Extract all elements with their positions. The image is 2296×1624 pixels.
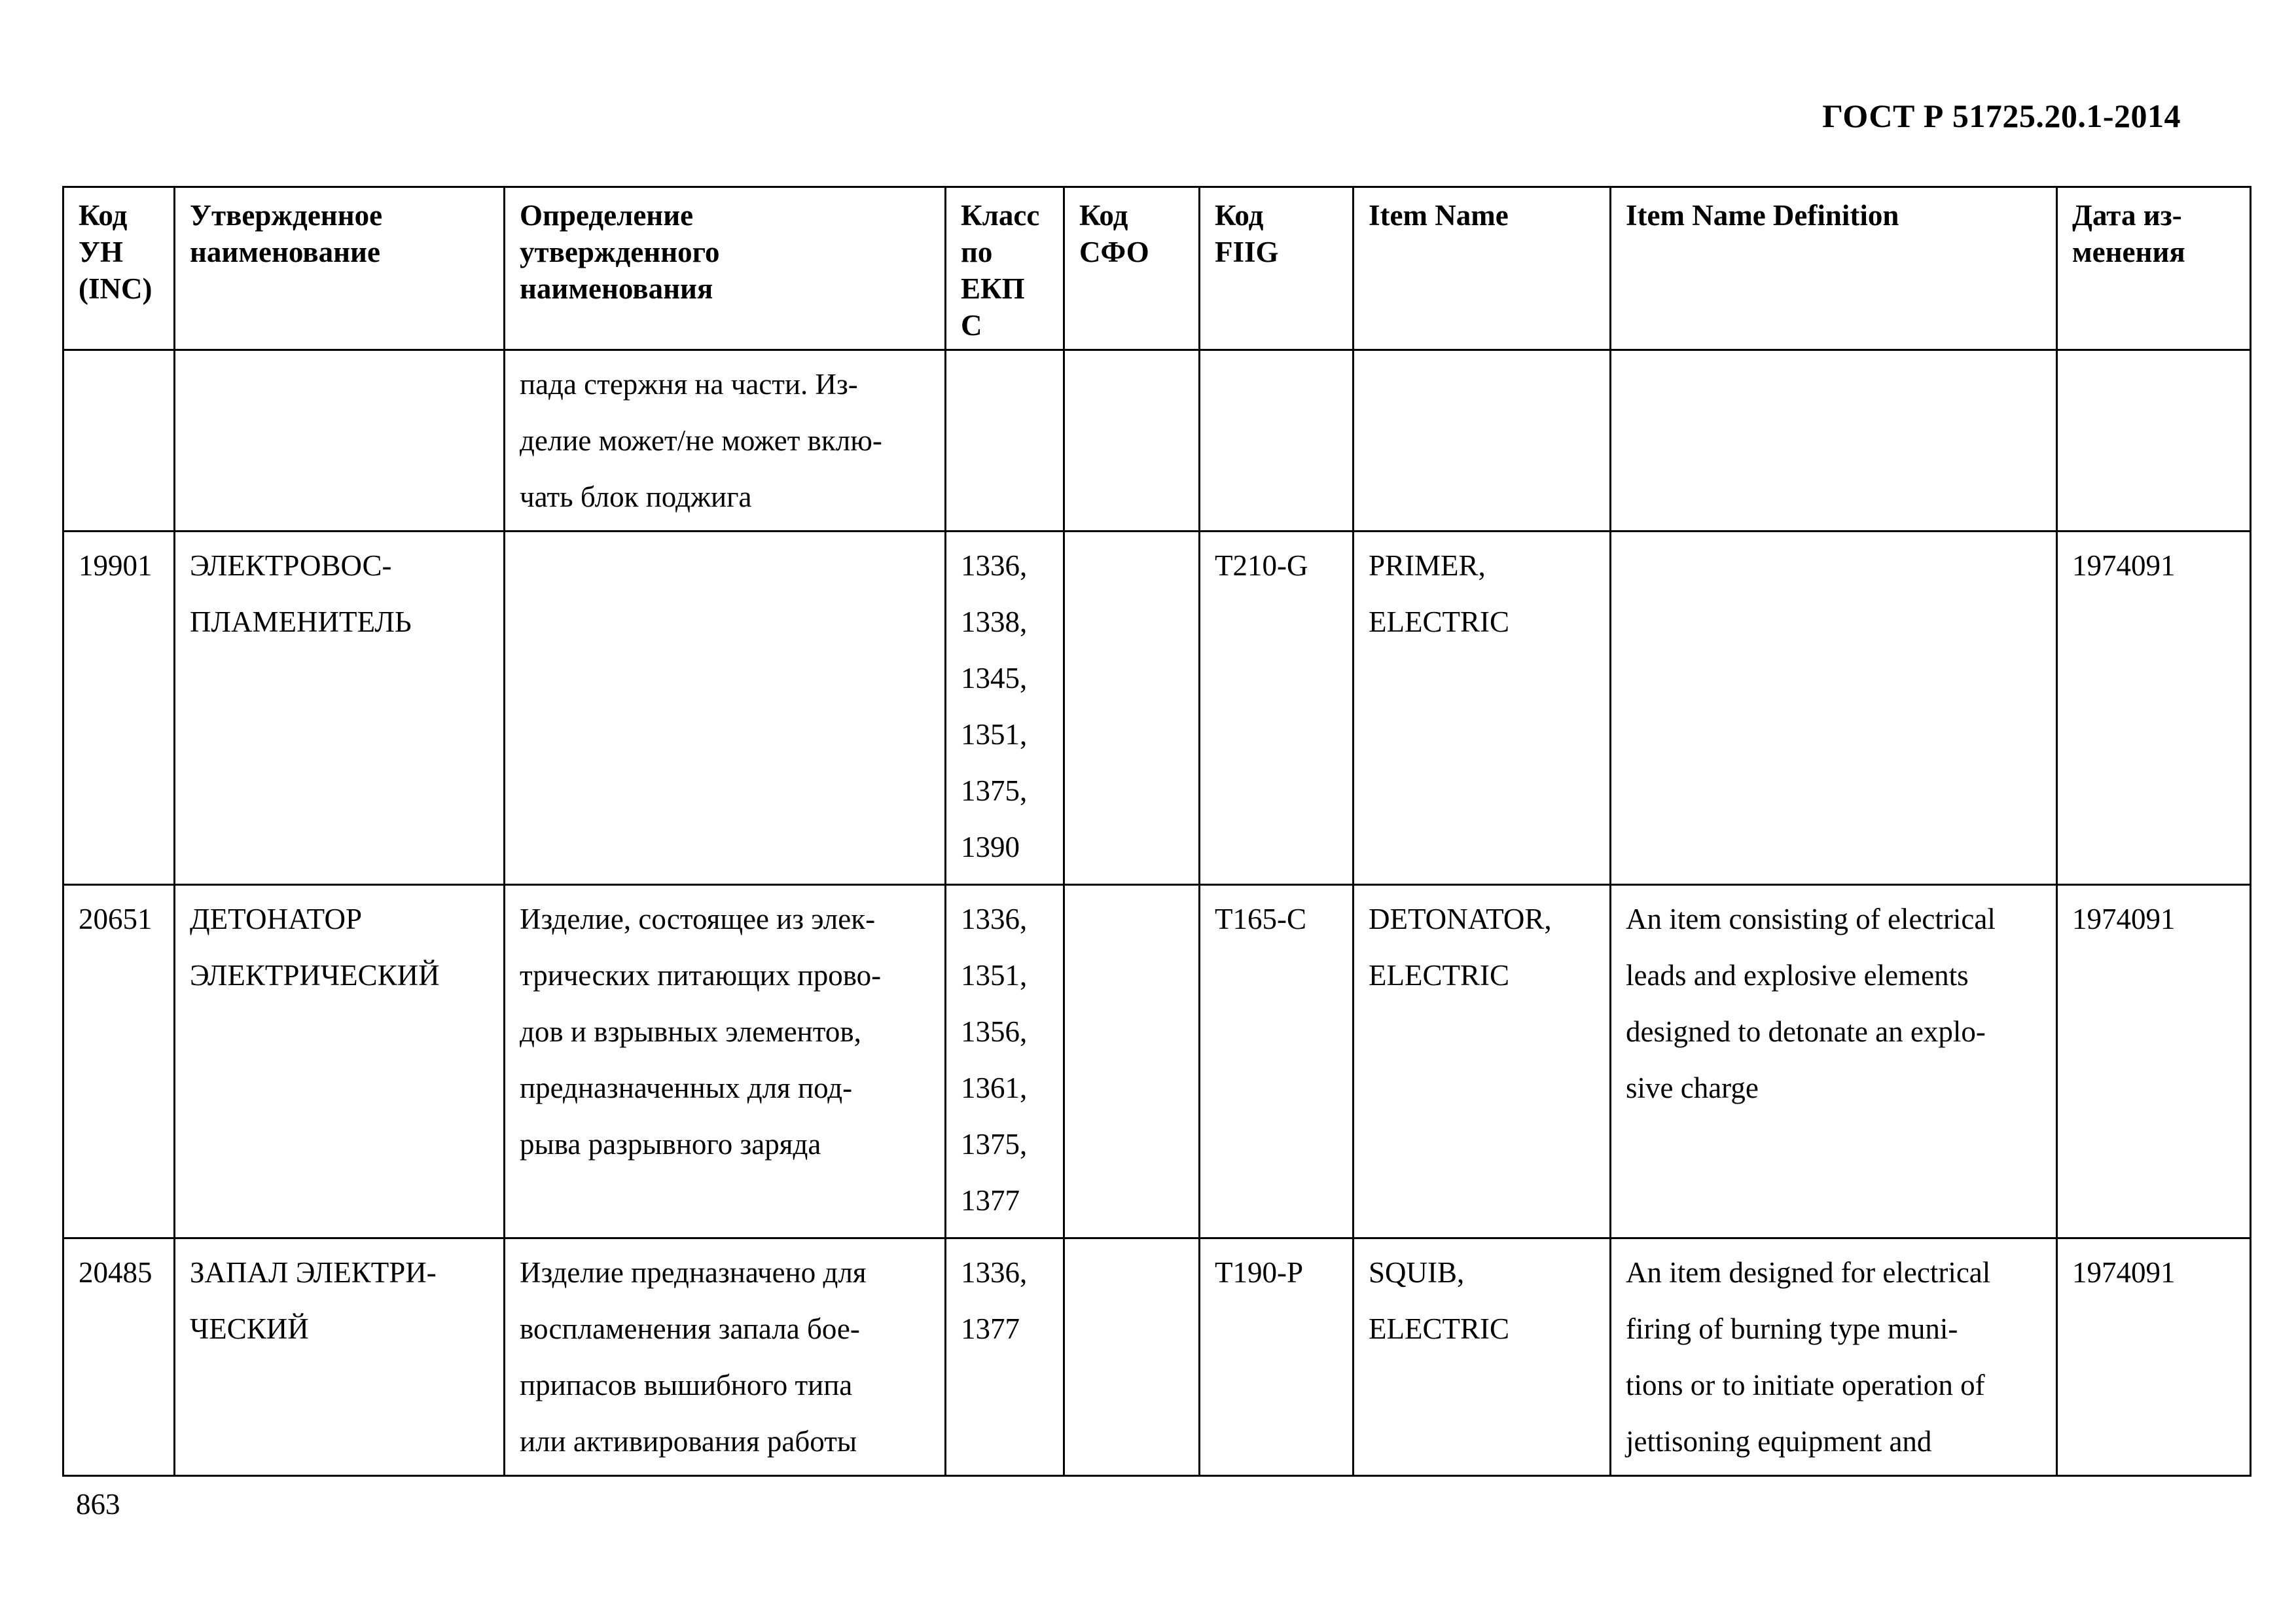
cell-class: 1336, 1351, 1356, 1361, 1375, 1377 xyxy=(946,885,1064,1238)
column-header-item-name-definition: Item Name Definition xyxy=(1611,187,2057,350)
cell-class xyxy=(946,350,1064,532)
column-header-class: Класс по ЕКП С xyxy=(946,187,1064,350)
column-header-inc: Код УН (INC) xyxy=(63,187,175,350)
table-row xyxy=(63,885,2251,1238)
table-row xyxy=(63,532,2251,885)
cell-approved-name: ДЕТОНАТОР ЭЛЕКТРИЧЕСКИЙ xyxy=(175,885,505,1238)
cell-definition xyxy=(505,532,946,885)
cell-sfo xyxy=(1064,1238,1200,1476)
cell-inc xyxy=(63,350,175,532)
table-header-row xyxy=(63,187,2251,350)
cell-item-name: PRIMER, ELECTRIC xyxy=(1354,532,1611,885)
cell-fiig: T210-G xyxy=(1200,532,1354,885)
cell-sfo xyxy=(1064,532,1200,885)
column-header-change-date: Дата из- менения xyxy=(2057,187,2251,350)
cell-approved-name xyxy=(175,350,505,532)
cell-fiig: T190-P xyxy=(1200,1238,1354,1476)
cell-definition: пада стержня на части. Из- делие может/не может вклю- чать блок поджига xyxy=(505,350,946,532)
cell-sfo xyxy=(1064,350,1200,532)
cell-change-date: 1974091 xyxy=(2057,532,2251,885)
cell-item-name xyxy=(1354,350,1611,532)
cell-change-date: 1974091 xyxy=(2057,885,2251,1238)
cell-item-definition xyxy=(1611,532,2057,885)
cell-item-definition xyxy=(1611,350,2057,532)
cell-inc: 20485 xyxy=(63,1238,175,1476)
cell-fiig xyxy=(1200,350,1354,532)
cell-item-definition: An item designed for electrical firing of burning type muni- tions or to initiate operation of jettisoning equipment and xyxy=(1611,1238,2057,1476)
cell-definition: Изделие предназначено для воспламенения запала бое- припасов вышибного типа или активирования работы xyxy=(505,1238,946,1476)
cell-class: 1336, 1338, 1345, 1351, 1375, 1390 xyxy=(946,532,1064,885)
cell-item-name: DETONATOR, ELECTRIC xyxy=(1354,885,1611,1238)
cell-approved-name: ЗАПАЛ ЭЛЕКТРИ- ЧЕСКИЙ xyxy=(175,1238,505,1476)
document-code: ГОСТ Р 51725.20.1-2014 xyxy=(1822,98,2181,134)
cell-inc: 19901 xyxy=(63,532,175,885)
cell-definition: Изделие, состоящее из элек- трических питающих прово- дов и взрывных элементов, предназначенных для под- рыва разрывного заряда xyxy=(505,885,946,1238)
column-header-approved-name: Утвержденное наименование xyxy=(175,187,505,350)
cell-item-definition: An item consisting of electrical leads and explosive elements designed to detonate an explo- sive charge xyxy=(1611,885,2057,1238)
cell-class: 1336, 1377 xyxy=(946,1238,1064,1476)
nomenclature-table xyxy=(62,186,2251,1477)
column-header-item-name: Item Name xyxy=(1354,187,1611,350)
cell-change-date: 1974091 xyxy=(2057,1238,2251,1476)
cell-fiig: T165-C xyxy=(1200,885,1354,1238)
table-row xyxy=(63,350,2251,532)
page-number: 863 xyxy=(76,1488,120,1521)
cell-approved-name: ЭЛЕКТРОВОС- ПЛАМЕНИТЕЛЬ xyxy=(175,532,505,885)
cell-item-name: SQUIB, ELECTRIC xyxy=(1354,1238,1611,1476)
column-header-definition: Определение утвержденного наименования xyxy=(505,187,946,350)
cell-inc: 20651 xyxy=(63,885,175,1238)
cell-sfo xyxy=(1064,885,1200,1238)
cell-change-date xyxy=(2057,350,2251,532)
table-row xyxy=(63,1238,2251,1476)
column-header-sfo: Код СФО xyxy=(1064,187,1200,350)
column-header-fiig: Код FIIG xyxy=(1200,187,1354,350)
